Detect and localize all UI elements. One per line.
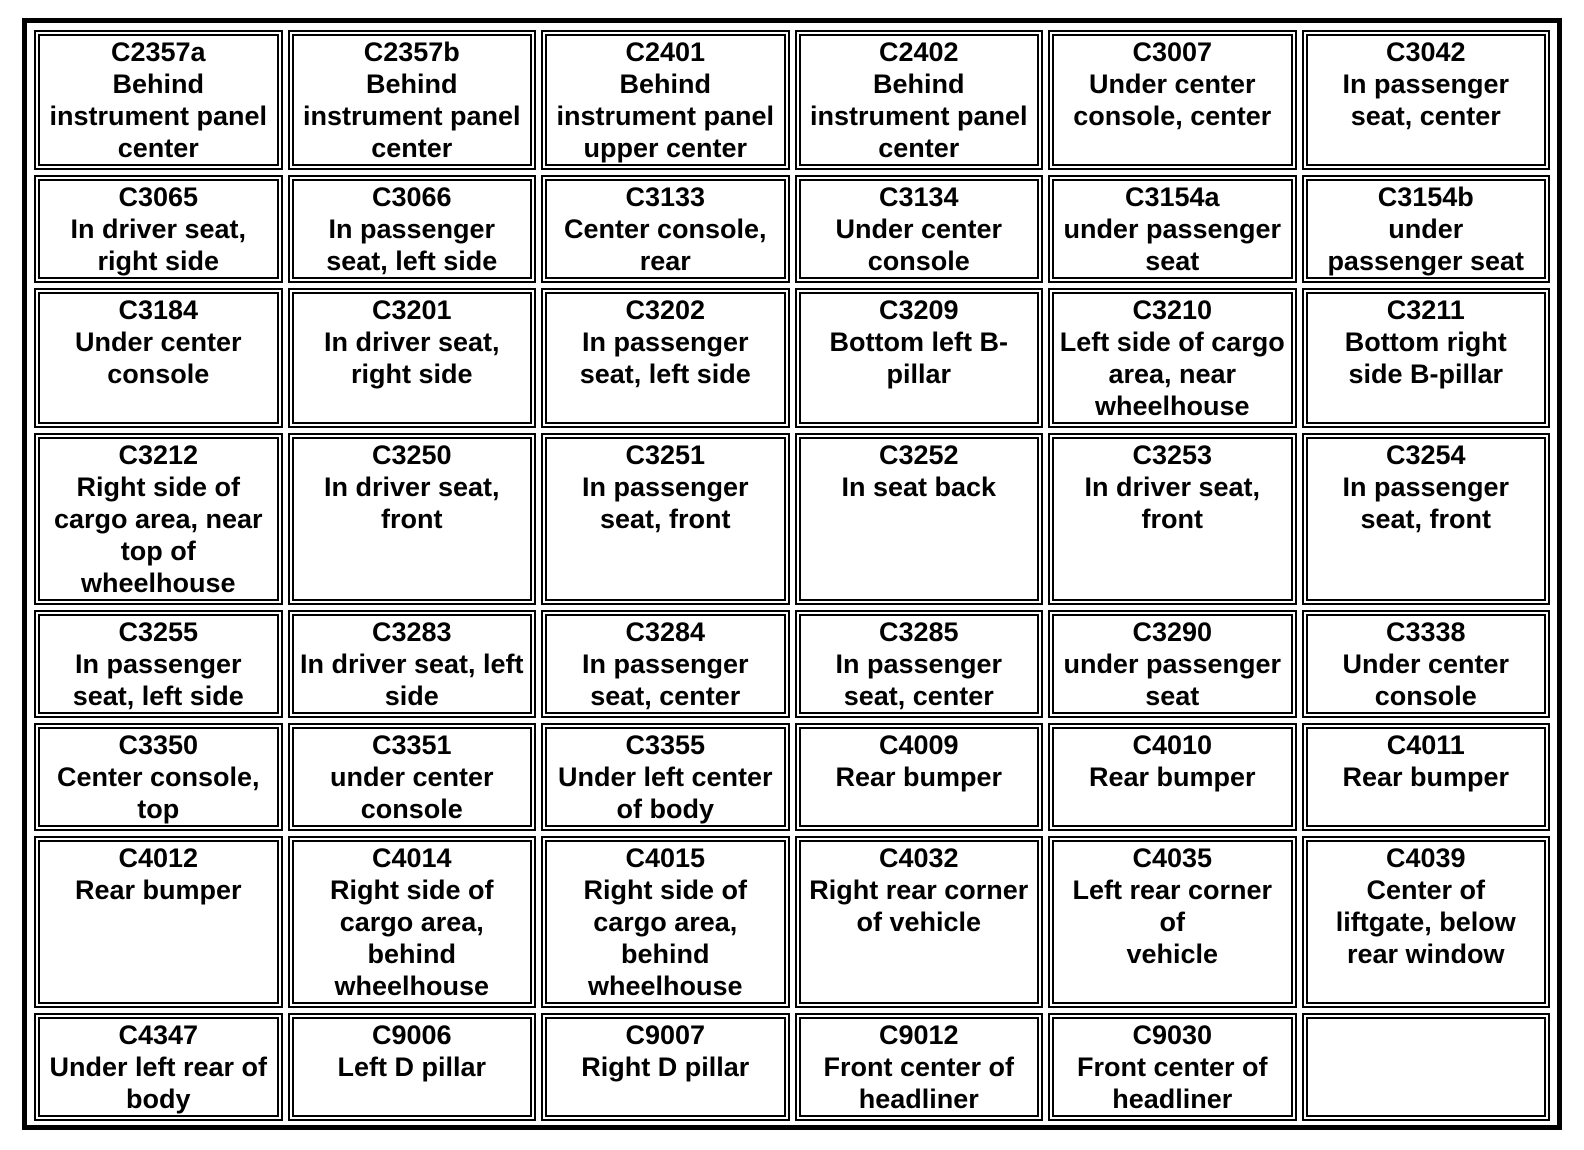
connector-location-line: console xyxy=(1374,681,1477,711)
connector-location-line: top xyxy=(137,794,180,824)
connector-location-line: In driver seat, xyxy=(70,214,247,244)
connector-code: C4009 xyxy=(878,730,959,760)
connector-location-line: center xyxy=(878,133,960,163)
connector-location-line: Under center xyxy=(74,327,242,357)
connector-cell xyxy=(288,610,537,718)
connector-location-line: right side xyxy=(350,359,473,389)
connector-location-line: pillar xyxy=(886,359,952,389)
connector-code: C4011 xyxy=(1386,730,1465,760)
connector-code: C3283 xyxy=(371,617,452,647)
connector-code: C4347 xyxy=(118,1020,199,1050)
connector-location-line: headliner xyxy=(858,1084,979,1114)
table-row xyxy=(34,175,1550,283)
connector-location-line: top of xyxy=(120,536,196,566)
connector-cell xyxy=(1302,288,1551,428)
connector-location-line: Rear bumper xyxy=(74,875,242,905)
connector-location-line: console xyxy=(360,794,463,824)
connector-cell xyxy=(541,723,790,831)
connector-cell xyxy=(34,836,283,1008)
connector-cell xyxy=(795,175,1044,283)
connector-location-line: Behind xyxy=(619,69,711,99)
connector-code: C4032 xyxy=(878,843,959,873)
connector-location-line: In passenger xyxy=(1342,69,1510,99)
connector-location-line: body xyxy=(126,1084,191,1114)
connector-location-line: under passenger xyxy=(1063,214,1282,244)
connector-location-line: Under left center xyxy=(557,762,773,792)
connector-cell xyxy=(34,175,283,283)
connector-location-line: of body xyxy=(616,794,714,824)
connector-location-line: In passenger xyxy=(1342,472,1510,502)
connector-code: C2357a xyxy=(110,37,206,67)
connector-code: C4012 xyxy=(118,843,199,873)
connector-location-line: Center of xyxy=(1366,875,1485,905)
table-row xyxy=(34,433,1550,605)
connector-cell xyxy=(288,175,537,283)
connector-location-line: wheelhouse xyxy=(587,971,743,1001)
connector-cell xyxy=(1302,610,1551,718)
connector-location-line: seat xyxy=(1145,246,1200,276)
connector-cell xyxy=(34,1013,283,1121)
connector-location-line: In passenger xyxy=(328,214,496,244)
connector-cell xyxy=(34,288,283,428)
connector-cell xyxy=(288,433,537,605)
connector-location-line: center xyxy=(117,133,199,163)
connector-location-line: Behind xyxy=(112,69,204,99)
connector-location-line: front xyxy=(1141,504,1203,534)
connector-location-line: console xyxy=(107,359,210,389)
connector-cell xyxy=(1048,1013,1297,1121)
connector-location-line: cargo area, near xyxy=(53,504,263,534)
connector-cell xyxy=(34,610,283,718)
connector-cell xyxy=(541,433,790,605)
connector-cell xyxy=(288,723,537,831)
connector-cell xyxy=(1048,836,1297,1008)
connector-location-line: rear window xyxy=(1346,939,1505,969)
connector-cell xyxy=(1048,288,1297,428)
connector-location-line: behind xyxy=(621,939,710,969)
connector-location-line: instrument panel xyxy=(809,101,1028,131)
connector-cell xyxy=(1302,723,1551,831)
connector-cell xyxy=(288,288,537,428)
connector-cell xyxy=(795,433,1044,605)
connector-location-line: In seat back xyxy=(841,472,997,502)
table-row xyxy=(34,836,1550,1008)
connector-location-line: Under left rear of xyxy=(49,1052,268,1082)
connector-code: C2401 xyxy=(625,37,706,67)
connector-location-line: area, near xyxy=(1108,359,1237,389)
connector-cell xyxy=(34,723,283,831)
connector-location-line: In passenger xyxy=(835,649,1003,679)
connector-code: C4015 xyxy=(625,843,706,873)
connector-code: C4010 xyxy=(1132,730,1213,760)
connector-location-line: console, center xyxy=(1073,101,1272,131)
connector-cell xyxy=(795,1013,1044,1121)
connector-location-line: seat, left side xyxy=(72,681,244,711)
connector-code: C3253 xyxy=(1132,440,1213,470)
table-row xyxy=(34,610,1550,718)
connector-cell xyxy=(541,610,790,718)
connector-code: C2357b xyxy=(363,37,460,67)
connector-location-line: seat xyxy=(1145,681,1200,711)
connector-cell xyxy=(1302,433,1551,605)
connector-code: C3285 xyxy=(878,617,959,647)
connector-location-line: Left side of cargo xyxy=(1059,327,1285,357)
connector-location-line: instrument panel xyxy=(556,101,775,131)
connector-location-line: In driver seat, xyxy=(323,472,500,502)
connector-location-line: wheelhouse xyxy=(1094,391,1250,421)
connector-location-line: Center console, xyxy=(56,762,260,792)
connector-location-line: side xyxy=(384,681,439,711)
connector-code: C3252 xyxy=(878,440,959,470)
connector-location-line: seat, center xyxy=(590,681,741,711)
table-row xyxy=(34,1013,1550,1121)
connector-code: C3202 xyxy=(625,295,706,325)
table-row xyxy=(34,30,1550,170)
connector-cell xyxy=(1048,433,1297,605)
connector-location-line: wheelhouse xyxy=(80,568,236,598)
connector-location-line: wheelhouse xyxy=(334,971,490,1001)
connector-code: C3250 xyxy=(371,440,452,470)
connector-code: C3209 xyxy=(878,295,959,325)
connector-location-line: front xyxy=(381,504,443,534)
connector-location-line: Rear bumper xyxy=(1088,762,1256,792)
connector-location-line: instrument panel xyxy=(49,101,268,131)
connector-code: C3133 xyxy=(625,182,706,212)
table-row xyxy=(34,723,1550,831)
connector-location-line: instrument panel xyxy=(302,101,521,131)
connector-code: C3154b xyxy=(1377,182,1474,212)
connector-code: C4039 xyxy=(1385,843,1466,873)
table-body xyxy=(34,30,1550,1121)
connector-code: C3338 xyxy=(1385,617,1466,647)
connector-code: C3212 xyxy=(118,440,199,470)
connector-location-line: Right side of xyxy=(76,472,240,502)
connector-cell xyxy=(1302,175,1551,283)
connector-location-line: Bottom right xyxy=(1344,327,1507,357)
connector-code: C3211 xyxy=(1386,295,1465,325)
connector-location-line: Rear bumper xyxy=(835,762,1003,792)
connector-location-line: Front center of xyxy=(1076,1052,1268,1082)
connector-code: C3254 xyxy=(1385,440,1466,470)
connector-code: C3201 xyxy=(371,295,452,325)
connector-location-line: In passenger xyxy=(74,649,242,679)
connector-location-line: Behind xyxy=(873,69,965,99)
connector-location-line: console xyxy=(867,246,970,276)
connector-code: C9007 xyxy=(625,1020,706,1050)
connector-code: C9030 xyxy=(1132,1020,1213,1050)
connector-code: C3350 xyxy=(118,730,199,760)
connector-location-line: seat, left side xyxy=(326,246,498,276)
connector-location-line: headliner xyxy=(1112,1084,1233,1114)
connector-location-line: Behind xyxy=(366,69,458,99)
connector-cell xyxy=(541,175,790,283)
connector-cell xyxy=(795,836,1044,1008)
connector-location-line: seat, left side xyxy=(579,359,751,389)
connector-cell xyxy=(288,836,537,1008)
connector-location-line: seat, center xyxy=(843,681,994,711)
connector-location-line: seat, front xyxy=(1360,504,1492,534)
connector-cell xyxy=(34,433,283,605)
connector-location-table xyxy=(29,25,1555,1126)
connector-code: C3134 xyxy=(878,182,959,212)
connector-code: C9006 xyxy=(371,1020,452,1050)
connector-code: C3355 xyxy=(625,730,706,760)
connector-location-line: right side xyxy=(97,246,219,276)
connector-location-line: under center xyxy=(329,762,494,792)
connector-cell xyxy=(795,288,1044,428)
connector-cell xyxy=(541,288,790,428)
connector-location-line: seat, center xyxy=(1350,101,1501,131)
connector-cell xyxy=(795,610,1044,718)
connector-code: C3210 xyxy=(1132,295,1213,325)
connector-location-line: In passenger xyxy=(581,472,749,502)
connector-location-line: cargo area, xyxy=(339,907,484,937)
connector-location-line: liftgate, below xyxy=(1335,907,1516,937)
connector-location-line: In driver seat, xyxy=(323,327,500,357)
connector-code: C3184 xyxy=(118,295,199,325)
connector-location-line: In passenger xyxy=(581,649,749,679)
connector-location-line: Bottom left B- xyxy=(829,327,1008,357)
connector-location-line: Right D pillar xyxy=(581,1052,750,1082)
connector-code: C3255 xyxy=(118,617,199,647)
connector-location-line: Front center of xyxy=(823,1052,1014,1082)
connector-code: C3351 xyxy=(371,730,452,760)
connector-location-line: under xyxy=(1388,214,1464,244)
connector-cell xyxy=(541,836,790,1008)
empty-cell xyxy=(1302,1013,1551,1121)
connector-location-line: Left rear corner of xyxy=(1072,875,1273,937)
connector-location-line: behind xyxy=(367,939,456,969)
connector-code: C3066 xyxy=(371,182,452,212)
connector-cell xyxy=(795,723,1044,831)
connector-code: C3251 xyxy=(625,440,706,470)
connector-cell xyxy=(541,30,790,170)
connector-cell xyxy=(795,30,1044,170)
connector-code: C4014 xyxy=(371,843,452,873)
connector-cell xyxy=(1048,175,1297,283)
connector-location-line: In driver seat, xyxy=(1084,472,1261,502)
connector-location-line: vehicle xyxy=(1126,939,1219,969)
connector-location-line: upper center xyxy=(583,133,748,163)
connector-location-line: Under center xyxy=(835,214,1003,244)
connector-code: C3065 xyxy=(118,182,199,212)
connector-location-line: Under center xyxy=(1088,69,1256,99)
connector-code: C3042 xyxy=(1385,37,1466,67)
connector-location-line: Right rear corner xyxy=(809,875,1029,905)
connector-location-line: passenger seat xyxy=(1327,246,1525,276)
connector-cell xyxy=(1048,30,1297,170)
connector-location-line: center xyxy=(371,133,453,163)
connector-cell xyxy=(1048,723,1297,831)
connector-cell xyxy=(288,30,537,170)
connector-cell xyxy=(288,1013,537,1121)
connector-location-line: Right side of xyxy=(330,875,494,905)
connector-code: C3290 xyxy=(1132,617,1213,647)
connector-cell xyxy=(1048,610,1297,718)
connector-code: C3007 xyxy=(1132,37,1213,67)
connector-code: C3154a xyxy=(1124,182,1220,212)
connector-location-line: seat, front xyxy=(599,504,731,534)
connector-location-line: Under center xyxy=(1342,649,1510,679)
connector-table-frame xyxy=(22,18,1562,1130)
connector-cell xyxy=(1302,30,1551,170)
connector-location-line: rear xyxy=(639,246,691,276)
connector-location-line: Left D pillar xyxy=(337,1052,486,1082)
connector-location-line: Right side of xyxy=(583,875,747,905)
connector-location-line: cargo area, xyxy=(593,907,738,937)
connector-cell xyxy=(541,1013,790,1121)
connector-location-line: Center console, xyxy=(563,214,767,244)
connector-cell xyxy=(1302,836,1551,1008)
connector-cell xyxy=(34,30,283,170)
connector-code: C4035 xyxy=(1132,843,1213,873)
table-row xyxy=(34,288,1550,428)
connector-location-line: In passenger xyxy=(581,327,749,357)
connector-location-line: of vehicle xyxy=(856,907,982,937)
connector-location-line: Rear bumper xyxy=(1342,762,1510,792)
connector-location-line: side B-pillar xyxy=(1348,359,1504,389)
connector-code: C3284 xyxy=(625,617,706,647)
connector-code: C2402 xyxy=(878,37,959,67)
connector-code: C9012 xyxy=(878,1020,959,1050)
connector-location-line: under passenger xyxy=(1063,649,1282,679)
connector-location-line: In driver seat, left xyxy=(299,649,524,679)
